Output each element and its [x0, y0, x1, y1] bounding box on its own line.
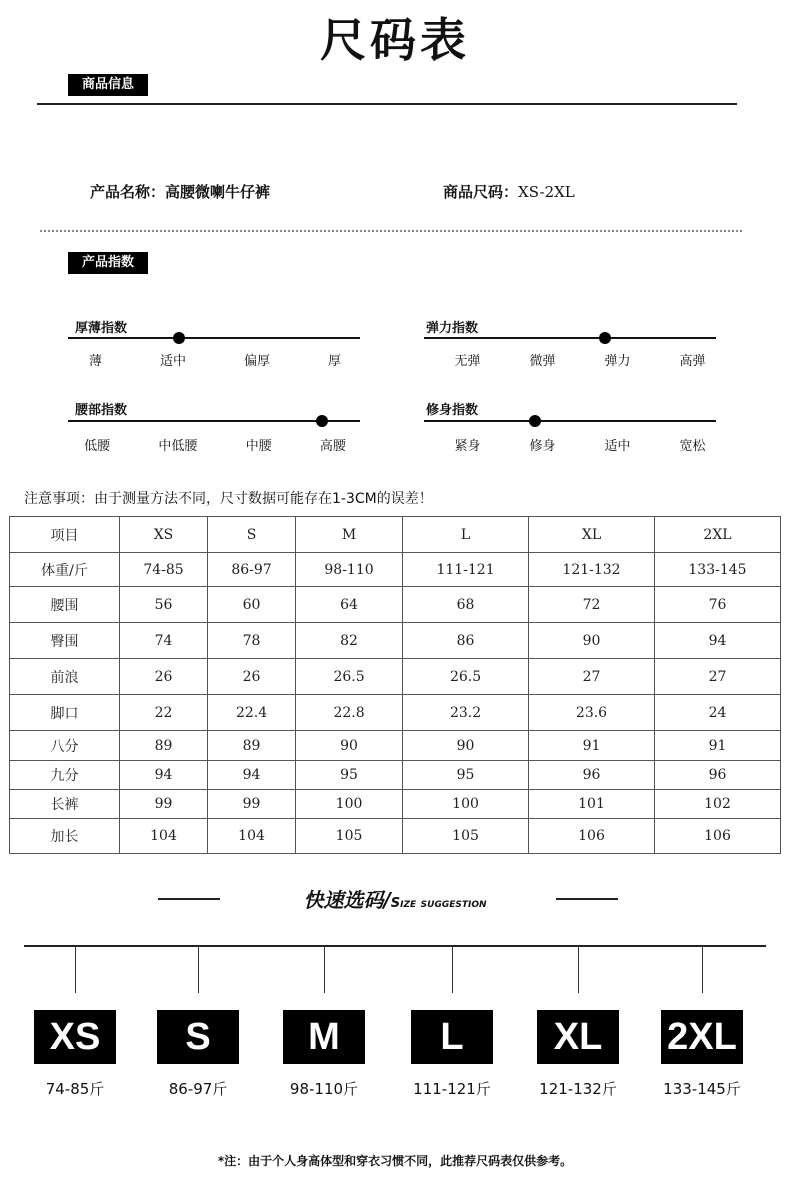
table-cell: 98-110	[296, 553, 403, 587]
thickness-index-options	[60, 350, 370, 369]
waist-index-marker	[316, 415, 328, 427]
table-cell: 72	[529, 587, 655, 623]
row-label-cell: 臀围	[10, 623, 120, 659]
size-badge: S	[157, 1010, 239, 1064]
quick-select-tick	[702, 947, 703, 993]
table-cell: 22	[120, 695, 208, 731]
table-cell: 23.6	[529, 695, 655, 731]
table-cell: 90	[296, 731, 403, 761]
fit-index-options	[430, 435, 730, 454]
table-cell: 100	[296, 790, 403, 819]
table-row	[10, 731, 781, 761]
row-label-cell: 腰围	[10, 587, 120, 623]
table-row	[10, 623, 781, 659]
product-size	[443, 181, 575, 202]
table-cell: 27	[529, 659, 655, 695]
size-weight-range: 74-85斤	[45, 1080, 105, 1098]
option-label: 厚	[327, 354, 341, 369]
table-cell: 90	[529, 623, 655, 659]
elasticity-index-title: 弹力指数	[426, 321, 479, 336]
table-cell: 64	[296, 587, 403, 623]
elasticity-index-options	[430, 350, 730, 369]
waist-index-title: 腰部指数	[75, 403, 128, 418]
waist-index-options	[60, 435, 370, 454]
option-label: 低腰	[84, 439, 111, 454]
product-size-label: 商品尺码：	[443, 183, 519, 201]
table-cell: 24	[654, 695, 780, 731]
product-info-tag: 商品信息	[68, 74, 148, 96]
table-row	[10, 790, 781, 819]
row-label-cell: 九分	[10, 761, 120, 790]
option-label: 中腰	[245, 439, 272, 454]
table-cell: 89	[120, 731, 208, 761]
table-row	[10, 819, 781, 854]
table-cell: 22.8	[296, 695, 403, 731]
table-cell: 94	[208, 761, 296, 790]
quick-select-tick	[578, 947, 579, 993]
size-weight-range: 111-121斤	[413, 1080, 491, 1098]
table-cell: XL	[529, 517, 655, 553]
table-cell: M	[296, 517, 403, 553]
measurement-note: 注意事项：由于测量方法不同，尺寸数据可能存在1-3CM的误差！	[24, 491, 433, 507]
table-cell: 26	[120, 659, 208, 695]
row-label-cell: 长裤	[10, 790, 120, 819]
table-cell: 95	[403, 761, 529, 790]
size-table	[9, 516, 781, 854]
table-cell: 23.2	[403, 695, 529, 731]
quick-select-title	[0, 884, 790, 913]
quick-select-rule	[24, 945, 766, 947]
table-cell: 2XL	[654, 517, 780, 553]
quick-select-tick	[452, 947, 453, 993]
table-cell: 104	[208, 819, 296, 854]
row-label-cell: 前浪	[10, 659, 120, 695]
option-label: 弹力	[604, 354, 631, 369]
table-cell: S	[208, 517, 296, 553]
option-label: 高腰	[319, 439, 346, 454]
option-label: 薄	[88, 354, 102, 369]
option-label: 紧身	[454, 439, 481, 454]
table-cell: 86	[403, 623, 529, 659]
quick-select-title-en: Size suggestion	[390, 896, 487, 911]
table-cell: 106	[654, 819, 780, 854]
table-cell: 99	[120, 790, 208, 819]
product-name	[90, 181, 270, 202]
size-weight-range: 86-97斤	[168, 1080, 228, 1098]
size-badge: L	[411, 1010, 493, 1064]
option-label: 无弹	[454, 354, 481, 369]
table-cell: 105	[296, 819, 403, 854]
table-cell: 76	[654, 587, 780, 623]
table-cell: 102	[654, 790, 780, 819]
option-label: 修身	[529, 439, 556, 454]
table-cell: 94	[120, 761, 208, 790]
product-name-label: 产品名称：	[90, 183, 166, 201]
table-cell: 121-132	[529, 553, 655, 587]
table-cell: 78	[208, 623, 296, 659]
fit-index-track	[424, 420, 716, 422]
option-label: 宽松	[679, 439, 706, 454]
table-cell: L	[403, 517, 529, 553]
table-cell: 96	[654, 761, 780, 790]
row-label-cell: 加长	[10, 819, 120, 854]
row-label-cell: 脚口	[10, 695, 120, 731]
table-cell: 105	[403, 819, 529, 854]
divider	[37, 103, 737, 105]
table-cell: 106	[529, 819, 655, 854]
fit-index-marker	[529, 415, 541, 427]
quick-select-tick	[324, 947, 325, 993]
table-cell: 74	[120, 623, 208, 659]
table-cell: 27	[654, 659, 780, 695]
table-cell: 68	[403, 587, 529, 623]
product-size-value: XS-2XL	[518, 183, 575, 201]
table-cell: 56	[120, 587, 208, 623]
quick-select-tick	[75, 947, 76, 993]
elasticity-index-marker	[599, 332, 611, 344]
table-cell: 91	[529, 731, 655, 761]
table-cell: 104	[120, 819, 208, 854]
table-cell: 60	[208, 587, 296, 623]
dotted-divider	[40, 230, 742, 232]
table-header-row	[10, 517, 781, 553]
option-label: 适中	[604, 439, 631, 454]
row-label-cell: 八分	[10, 731, 120, 761]
fit-index-title: 修身指数	[426, 403, 479, 418]
table-cell: XS	[120, 517, 208, 553]
table-row	[10, 659, 781, 695]
table-cell: 111-121	[403, 553, 529, 587]
page-title: 尺码表	[320, 13, 470, 67]
size-weight-range: 98-110斤	[289, 1080, 359, 1098]
table-cell: 133-145	[654, 553, 780, 587]
table-cell: 90	[403, 731, 529, 761]
table-row	[10, 587, 781, 623]
table-row	[10, 695, 781, 731]
product-index-tag: 产品指数	[68, 252, 148, 274]
option-label: 偏厚	[243, 354, 270, 369]
table-cell: 26.5	[296, 659, 403, 695]
table-cell: 95	[296, 761, 403, 790]
table-cell: 94	[654, 623, 780, 659]
table-cell: 91	[654, 731, 780, 761]
size-weight-range: 121-132斤	[539, 1080, 617, 1098]
table-cell: 22.4	[208, 695, 296, 731]
table-cell: 86-97	[208, 553, 296, 587]
size-weight-range: 133-145斤	[663, 1080, 741, 1098]
size-badge: 2XL	[661, 1010, 743, 1064]
table-cell: 99	[208, 790, 296, 819]
quick-select-title-cn: 快速选码/	[303, 888, 391, 912]
table-cell: 100	[403, 790, 529, 819]
table-cell: 26.5	[403, 659, 529, 695]
option-label: 微弹	[529, 354, 556, 369]
table-cell: 82	[296, 623, 403, 659]
footnote: *注：由于个人身高体型和穿衣习惯不同，此推荐尺码表仅供参考。	[217, 1154, 573, 1168]
option-label: 高弹	[679, 354, 706, 369]
thickness-index-title: 厚薄指数	[75, 321, 128, 336]
row-label-cell: 项目	[10, 517, 120, 553]
elasticity-index-track	[424, 337, 716, 339]
size-badge: XL	[537, 1010, 619, 1064]
option-label: 中低腰	[158, 439, 198, 454]
product-name-value: 高腰微喇牛仔裤	[165, 183, 271, 201]
size-badge: M	[283, 1010, 365, 1064]
quick-select-tick	[198, 947, 199, 993]
table-cell: 89	[208, 731, 296, 761]
row-label-cell: 体重/斤	[10, 553, 120, 587]
table-cell: 96	[529, 761, 655, 790]
option-label: 适中	[159, 354, 186, 369]
thickness-index-track	[68, 337, 360, 339]
table-cell: 74-85	[120, 553, 208, 587]
thickness-index-marker	[173, 332, 185, 344]
table-cell: 26	[208, 659, 296, 695]
table-row	[10, 553, 781, 587]
size-badge: XS	[34, 1010, 116, 1064]
table-row	[10, 761, 781, 790]
table-cell: 101	[529, 790, 655, 819]
